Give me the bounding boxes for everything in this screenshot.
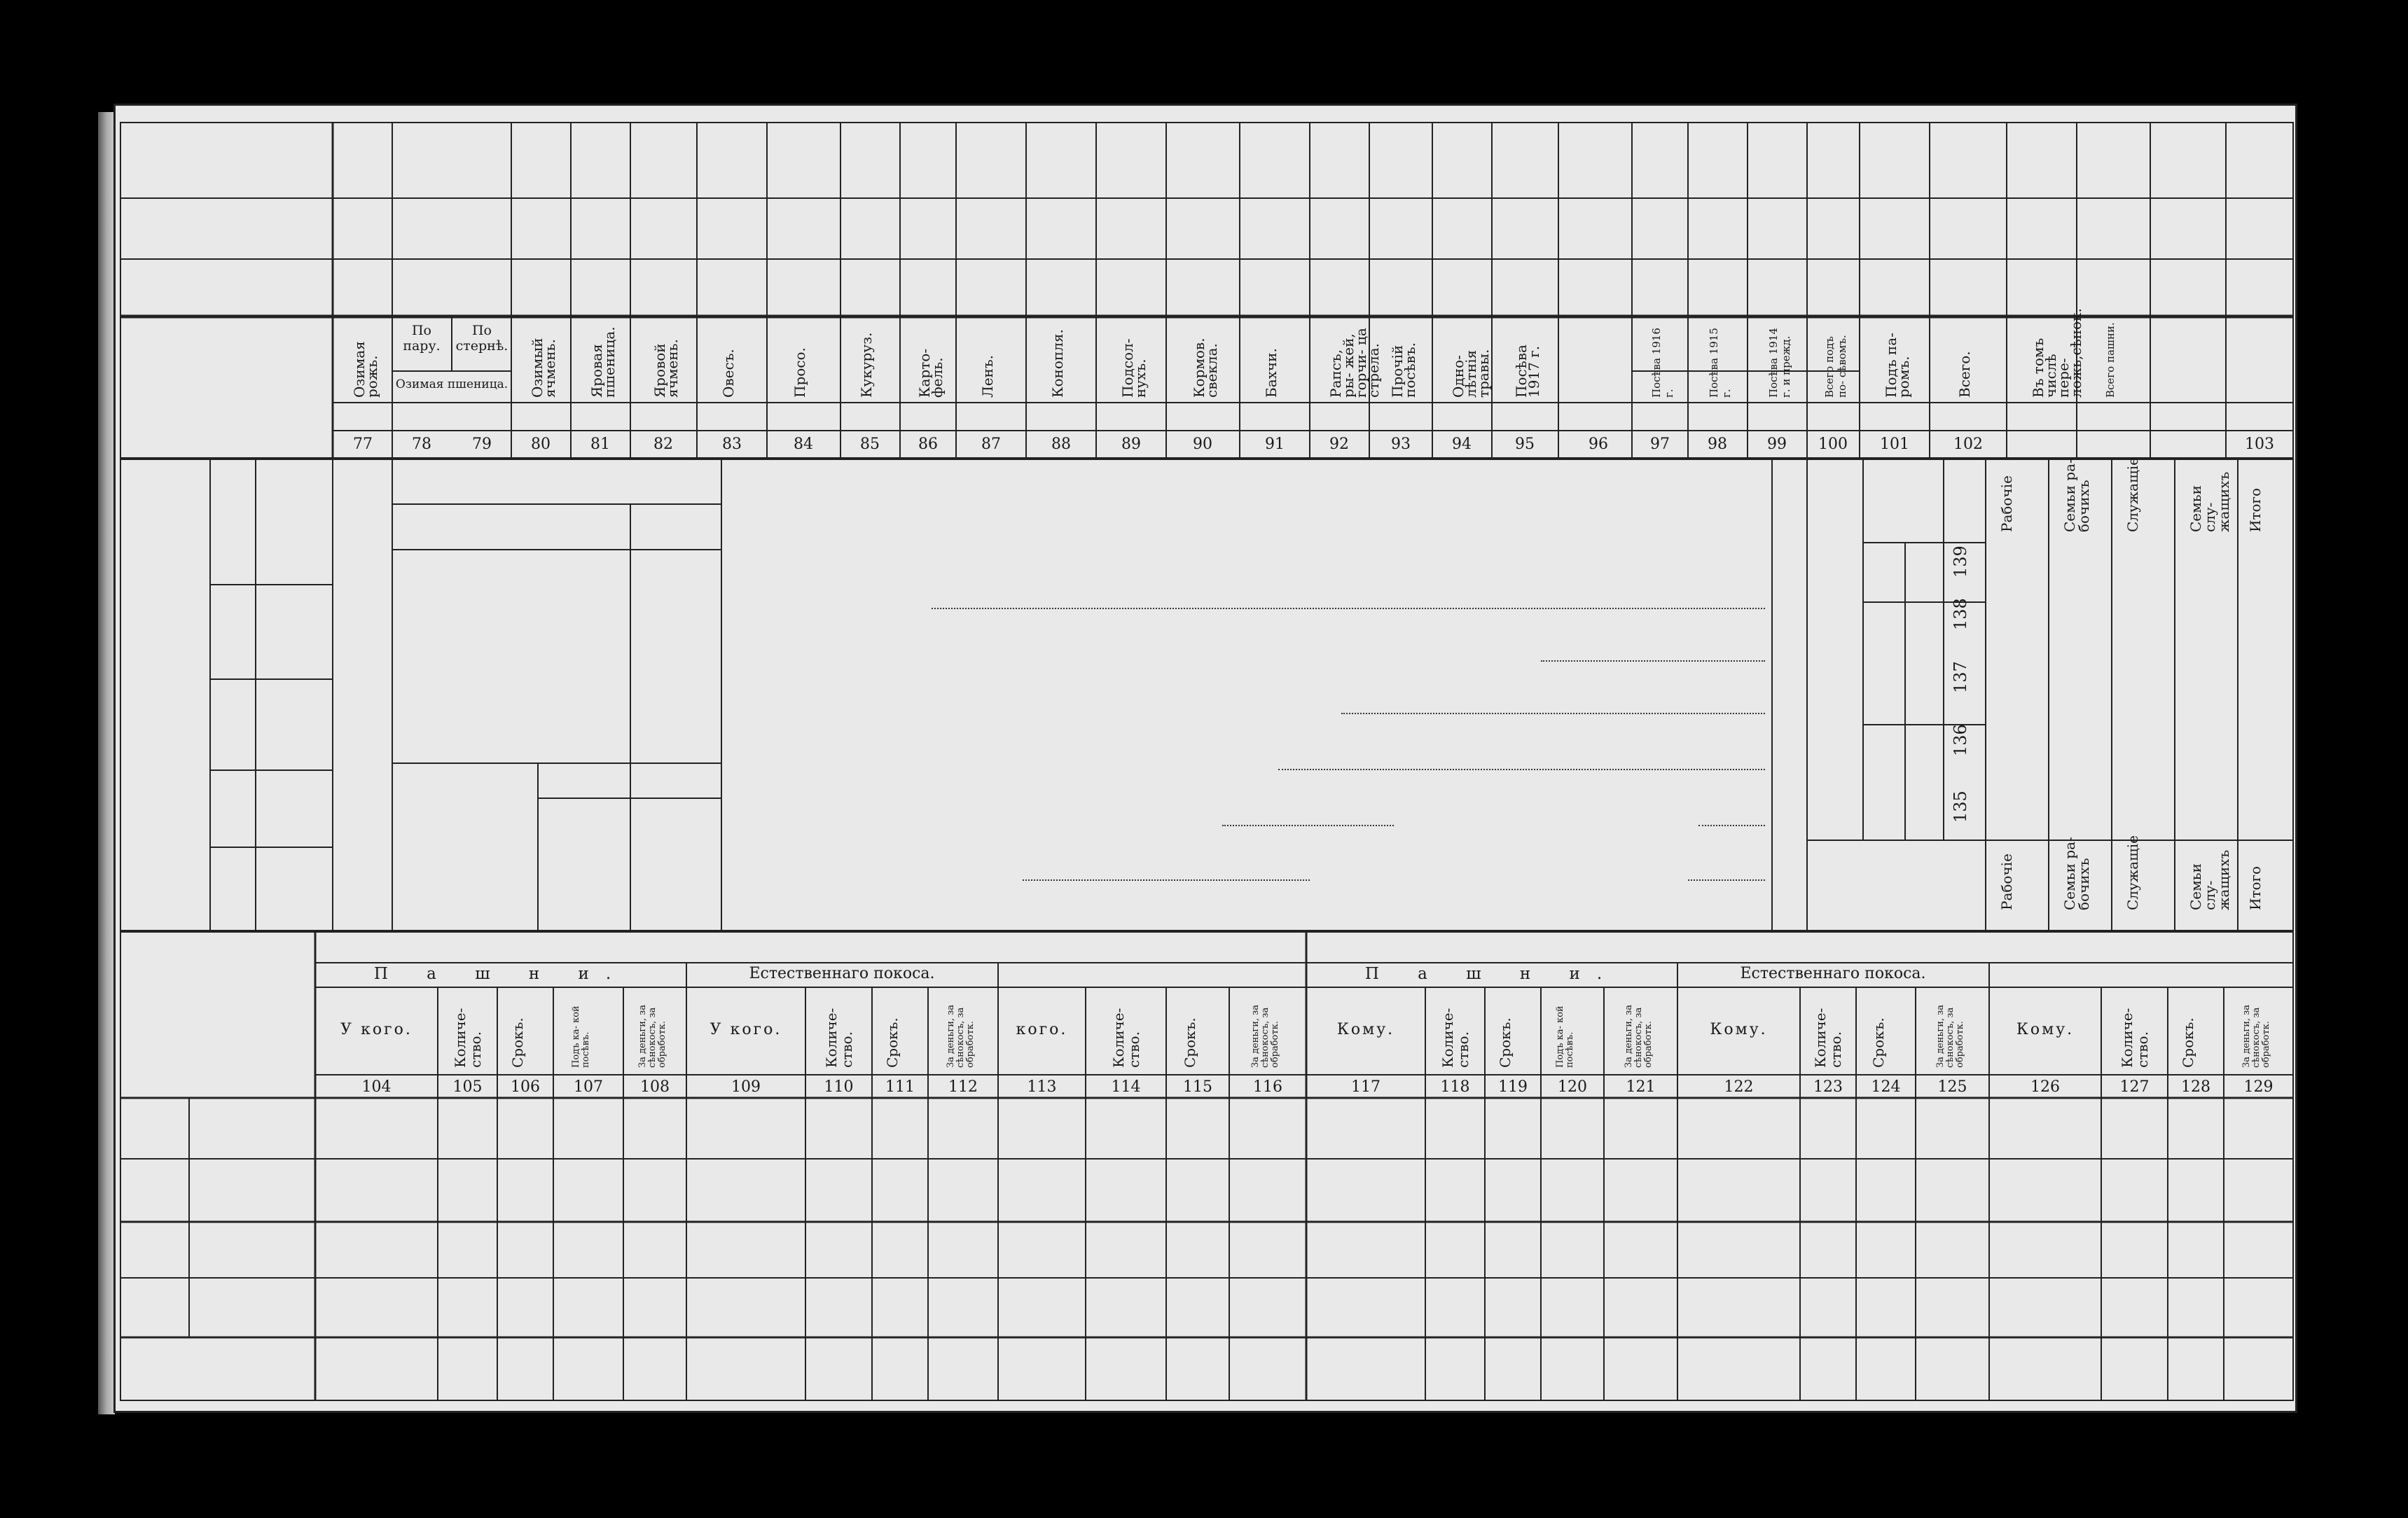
rent-col-header: Кому.: [2016, 1021, 2075, 1038]
rent-col-header: П а ш н и.: [1364, 965, 1619, 983]
rent-col-header: Количе- ство.: [451, 1008, 484, 1068]
pop-col-number: 136: [1951, 724, 1970, 756]
population-category: Итого: [2247, 865, 2264, 910]
rent-col-header: Срокъ.: [1182, 1017, 1198, 1068]
population-category: Служащiе: [2124, 835, 2141, 910]
top-col-header: Рапсъ, ры- жей, горчи- ца стрела.: [1327, 328, 1382, 398]
rent-col-number: 129: [2243, 1078, 2274, 1096]
top-col-number: 86: [918, 436, 938, 453]
rent-col-header: Естественнаго покоса.: [749, 965, 935, 982]
rent-col-header: Количе- ство.: [1439, 1008, 1472, 1068]
rent-col-header: П а ш н и.: [373, 965, 628, 983]
population-category: Семьи ра- бочихъ: [2061, 837, 2092, 910]
top-col-header: Посѣва 1917 г.: [1513, 344, 1542, 398]
rent-col-header: Кому.: [1336, 1021, 1395, 1038]
top-col-number: 79: [472, 436, 492, 453]
pop-col-number: 137: [1951, 661, 1970, 693]
rent-col-header: Подъ ка- кой посѣвъ.: [1555, 1005, 1575, 1068]
top-col-number: 93: [1391, 436, 1411, 453]
rent-col-number: 113: [1027, 1078, 1057, 1096]
rent-col-number: 112: [948, 1078, 978, 1096]
rent-col-number: 125: [1937, 1078, 1967, 1096]
top-col-header: Яровая пшеница.: [588, 326, 618, 398]
top-col-number: 88: [1051, 436, 1071, 453]
rent-col-number: 126: [2030, 1078, 2060, 1096]
rent-col-number: 115: [1183, 1078, 1212, 1096]
population-category: Рабочiе: [1998, 854, 2015, 910]
top-col-header: Посѣва 1915 г.: [1708, 328, 1733, 398]
top-col-header: Всего.: [1956, 351, 1973, 398]
top-col-header: Бахчи.: [1263, 348, 1280, 398]
rent-col-header: Срокъ.: [1869, 1017, 1887, 1068]
population-category: Семьи ра- бочихъ: [2061, 459, 2092, 532]
population-category: Итого: [2247, 487, 2264, 532]
top-col-number: 78: [412, 436, 431, 453]
population-category: Служащiе: [2124, 457, 2141, 532]
top-col-header: Прочiй посѣвъ.: [1389, 342, 1418, 398]
top-col-header: Конопля.: [1049, 329, 1066, 398]
rent-col-header: За деньги, за сѣнокосъ, за обработк.: [637, 1004, 667, 1068]
rent-col-number: 119: [1498, 1078, 1528, 1096]
top-col-header: Всего пашни.: [2104, 322, 2117, 398]
top-col-header: Подсол- нухъ.: [1119, 338, 1149, 398]
top-col-number: 84: [794, 436, 813, 453]
top-col-header: Подъ па- ромъ.: [1883, 333, 1912, 398]
top-col-header: Озимая рожь.: [351, 341, 380, 398]
top-col-header: Посѣва 1914 г. и прежд.: [1767, 328, 1792, 398]
top-col-number: 96: [1589, 436, 1608, 453]
top-col-number: 102: [1953, 436, 1983, 453]
rent-col-header: За деньги, за сѣнокосъ, за обработк.: [1623, 1004, 1654, 1068]
top-col-header: По пару.: [403, 323, 441, 354]
top-col-number: 80: [531, 436, 551, 453]
top-col-number: 90: [1193, 436, 1212, 453]
top-col-number: 97: [1650, 436, 1670, 453]
rent-col-header: Срокъ.: [2180, 1017, 2196, 1068]
top-col-number: 98: [1708, 436, 1727, 453]
rent-col-number: 124: [1871, 1078, 1901, 1096]
top-col-header: Яровой ячмень.: [651, 339, 681, 398]
rent-col-header: Срокъ.: [884, 1017, 901, 1068]
rent-col-header: кого.: [1016, 1021, 1068, 1038]
rent-col-number: 106: [511, 1078, 540, 1096]
rent-col-number: 108: [640, 1078, 670, 1096]
rent-col-header: Срокъ.: [1497, 1017, 1514, 1068]
top-col-number: 87: [981, 436, 1001, 453]
rent-col-header: Количе- ство.: [822, 1008, 855, 1068]
population-category: Рабочiе: [1998, 475, 2015, 532]
top-col-header: Всего подъ по- сѣвомъ.: [1823, 335, 1848, 398]
rent-col-header: Срокъ.: [509, 1017, 526, 1068]
rent-col-number: 122: [1724, 1078, 1754, 1096]
top-col-number: 95: [1515, 436, 1535, 453]
rent-col-number: 120: [1558, 1078, 1587, 1096]
top-col-header: Посѣва 1916 г.: [1650, 328, 1675, 398]
population-category: Семьи слу- жащихъ: [2187, 471, 2232, 532]
rent-col-number: 123: [1813, 1078, 1843, 1096]
rent-col-number: 111: [885, 1078, 915, 1096]
rent-col-number: 114: [1111, 1078, 1141, 1096]
top-col-header: Ленъ.: [979, 355, 996, 398]
rent-col-header: Количе- ство.: [1109, 1008, 1142, 1068]
pop-col-number: 138: [1951, 598, 1970, 630]
rent-col-number: 116: [1253, 1078, 1282, 1096]
rent-col-number: 118: [1440, 1078, 1470, 1096]
top-col-header: Кормов. свекла.: [1191, 337, 1220, 398]
top-col-header: Кукуруз.: [858, 332, 875, 398]
top-col-number: 103: [2245, 436, 2274, 453]
top-col-header: Карто- фель.: [916, 348, 946, 398]
top-col-header: Просо.: [791, 347, 808, 398]
rent-col-header: Кому.: [1710, 1021, 1768, 1038]
top-col-number: 101: [1880, 436, 1909, 453]
top-col-number: 77: [353, 436, 373, 453]
rent-col-number: 127: [2119, 1078, 2150, 1096]
top-col-number: 100: [1818, 436, 1848, 453]
top-col-header: Озимый ячмень.: [529, 337, 558, 398]
rent-col-number: 105: [452, 1078, 483, 1096]
rent-col-header: Подъ ка- кой посѣвъ.: [571, 1005, 591, 1068]
rent-col-number: 117: [1351, 1078, 1381, 1096]
top-col-number: 83: [722, 436, 742, 453]
rent-col-header: У кого.: [710, 1021, 782, 1038]
rent-col-number: 121: [1626, 1078, 1656, 1096]
top-col-header: По стернѣ.: [455, 323, 508, 354]
rent-col-number: 110: [824, 1078, 854, 1096]
top-col-header: Озимая пшеница.: [395, 377, 508, 391]
rent-col-header: За деньги, за сѣнокосъ, за обработк.: [946, 1004, 976, 1068]
top-col-header: Овесъ.: [720, 349, 737, 398]
rent-col-number: 104: [361, 1078, 392, 1096]
top-col-number: 85: [860, 436, 880, 453]
top-col-number: 89: [1121, 436, 1141, 453]
population-category: Семьи слу- жащихъ: [2187, 849, 2232, 910]
top-col-number: 99: [1767, 436, 1787, 453]
top-col-number: 94: [1452, 436, 1472, 453]
pop-col-number: 135: [1951, 791, 1970, 823]
top-col-header: Одно- лѣтнiя травы.: [1450, 349, 1492, 398]
rent-col-number: 128: [2181, 1078, 2210, 1096]
pop-col-number: 139: [1951, 545, 1970, 578]
top-col-number: 81: [590, 436, 610, 453]
rent-col-header: За деньги, за сѣнокосъ, за обработк.: [1935, 1004, 1965, 1068]
top-col-number: 92: [1329, 436, 1349, 453]
rent-col-header: У кого.: [340, 1021, 413, 1038]
rent-col-number: 109: [731, 1078, 761, 1096]
rent-col-number: 107: [574, 1078, 603, 1096]
rent-col-header: За деньги, за сѣнокосъ, за обработк.: [1250, 1004, 1280, 1068]
rent-col-header: Естественнаго покоса.: [1740, 965, 1926, 982]
top-col-number: 82: [653, 436, 673, 453]
top-col-number: 91: [1265, 436, 1285, 453]
rent-col-header: Количе- ство.: [2118, 1008, 2151, 1068]
top-col-header: Въ томъ числѣ пере- ложь,сѣнок.: [2030, 308, 2084, 398]
rent-col-header: Количе- ство.: [1812, 1008, 1844, 1068]
rent-col-header: За деньги, за сѣнокосъ, за обработк.: [2241, 1004, 2271, 1068]
